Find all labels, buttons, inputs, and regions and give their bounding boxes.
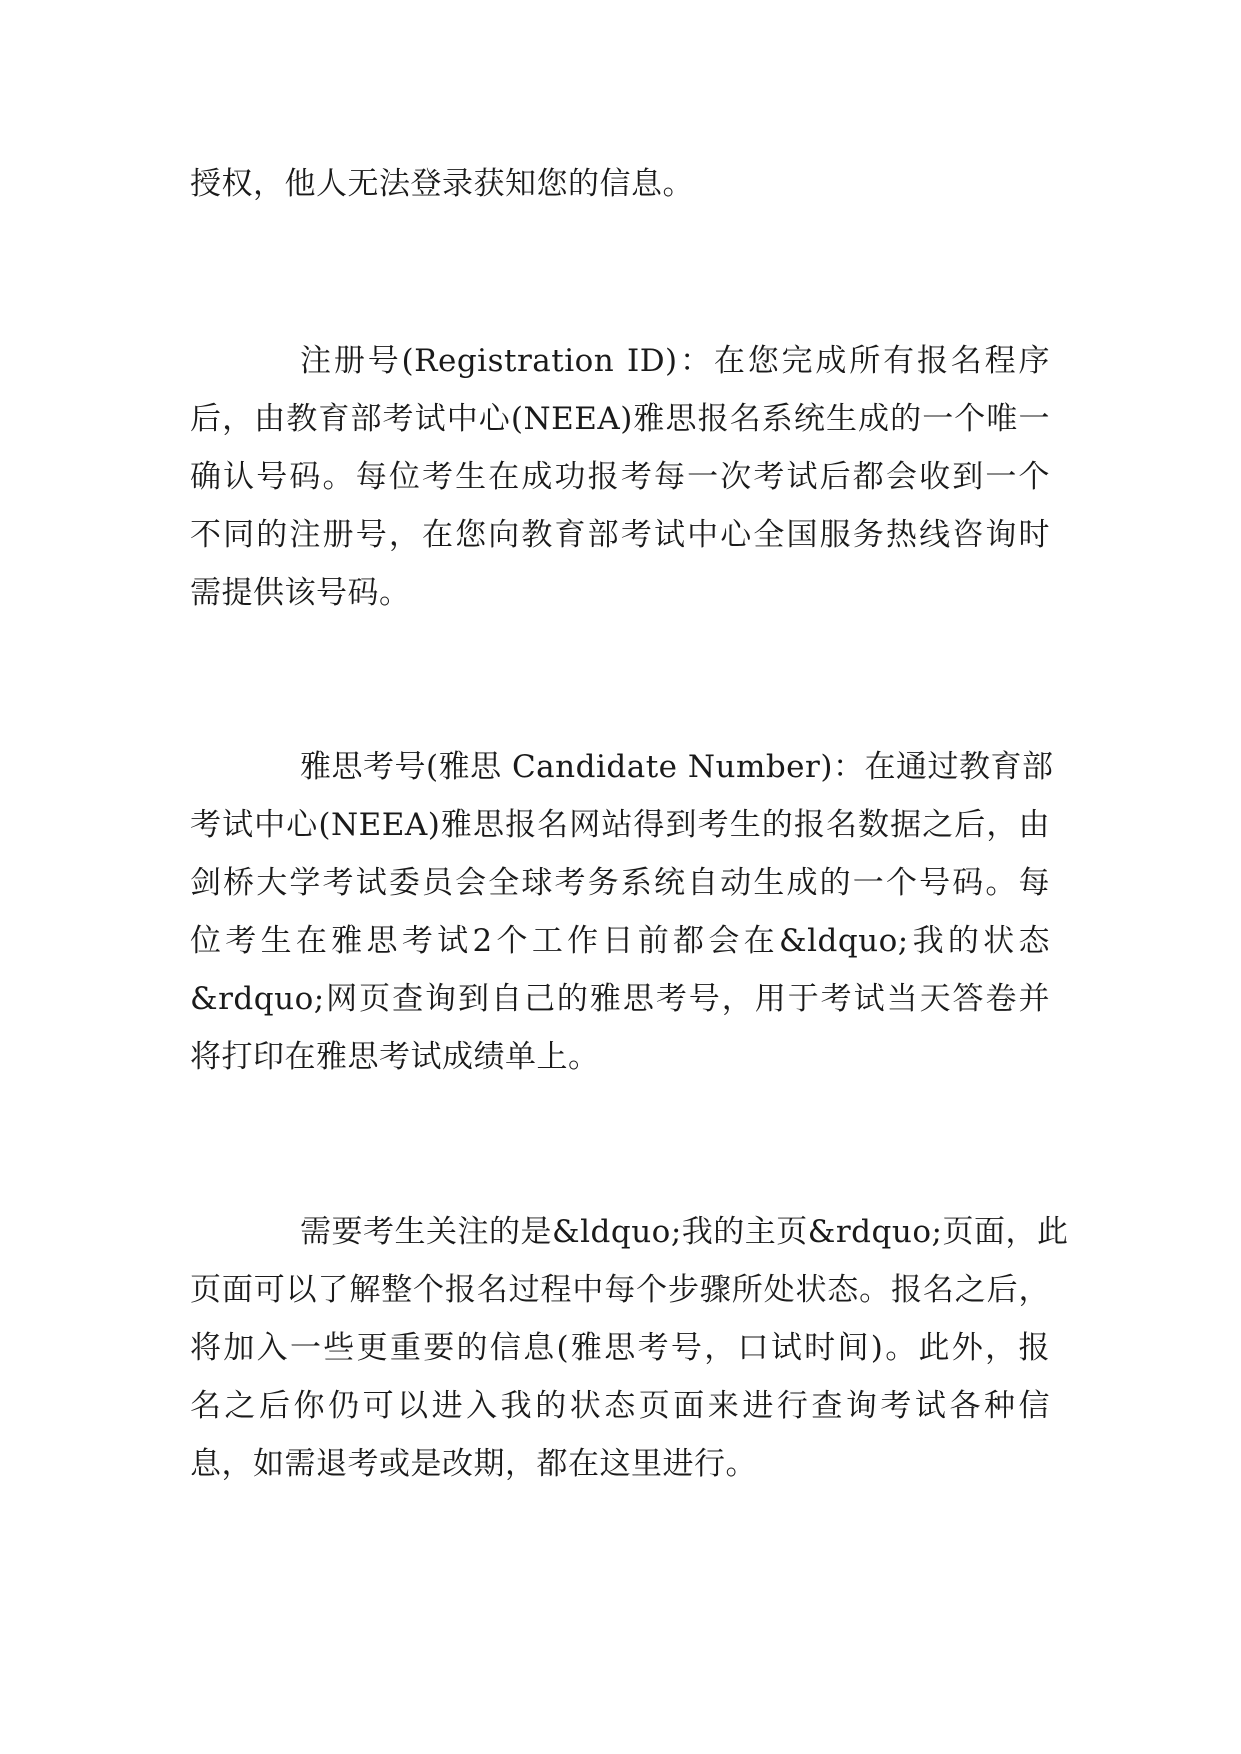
paragraph-authorization: [190, 155, 1050, 213]
text-line: 不同的注册号，在您向教育部考试中心全国服务热线咨询时: [190, 517, 1050, 553]
text-line: 需提供该号码。: [190, 575, 411, 611]
text-line: 息，如需退考或是改期，都在这里进行。: [190, 1446, 757, 1482]
paragraph-candidate-number: [190, 738, 1054, 1086]
text-line: 剑桥大学考试委员会全球考务系统自动生成的一个号码。每: [190, 865, 1050, 901]
text-line: 位考生在雅思考试2个工作日前都会在&ldquo;我的状态: [190, 923, 1050, 959]
text-line: &rdquo;网页查询到自己的雅思考号，用于考试当天答卷并: [190, 981, 1050, 1017]
text-line: 后，由教育部考试中心(NEEA)雅思报名系统生成的一个唯一: [190, 401, 1050, 437]
text-line: 确认号码。每位考生在成功报考每一次考试后都会收到一个: [190, 459, 1050, 495]
paragraph-my-homepage: [190, 1203, 1069, 1493]
text-line: 雅思考号(雅思 Candidate Number)：在通过教育部: [300, 749, 1054, 785]
text-line: 授权，他人无法登录获知您的信息。: [190, 166, 694, 202]
paragraph-registration-id: [190, 332, 1050, 622]
text-line: 注册号(Registration ID)：在您完成所有报名程序: [300, 343, 1050, 379]
text-line: 页面可以了解整个报名过程中每个步骤所处状态。报名之后，: [190, 1272, 1050, 1308]
text-line: 将打印在雅思考试成绩单上。: [190, 1039, 600, 1075]
text-line: 名之后你仍可以进入我的状态页面来进行查询考试各种信: [190, 1388, 1050, 1424]
text-line: 将加入一些更重要的信息(雅思考号，口试时间)。此外，报: [190, 1330, 1050, 1366]
text-line: 需要考生关注的是&ldquo;我的主页&rdquo;页面，此: [300, 1214, 1069, 1250]
text-line: 考试中心(NEEA)雅思报名网站得到考生的报名数据之后，由: [190, 807, 1050, 843]
